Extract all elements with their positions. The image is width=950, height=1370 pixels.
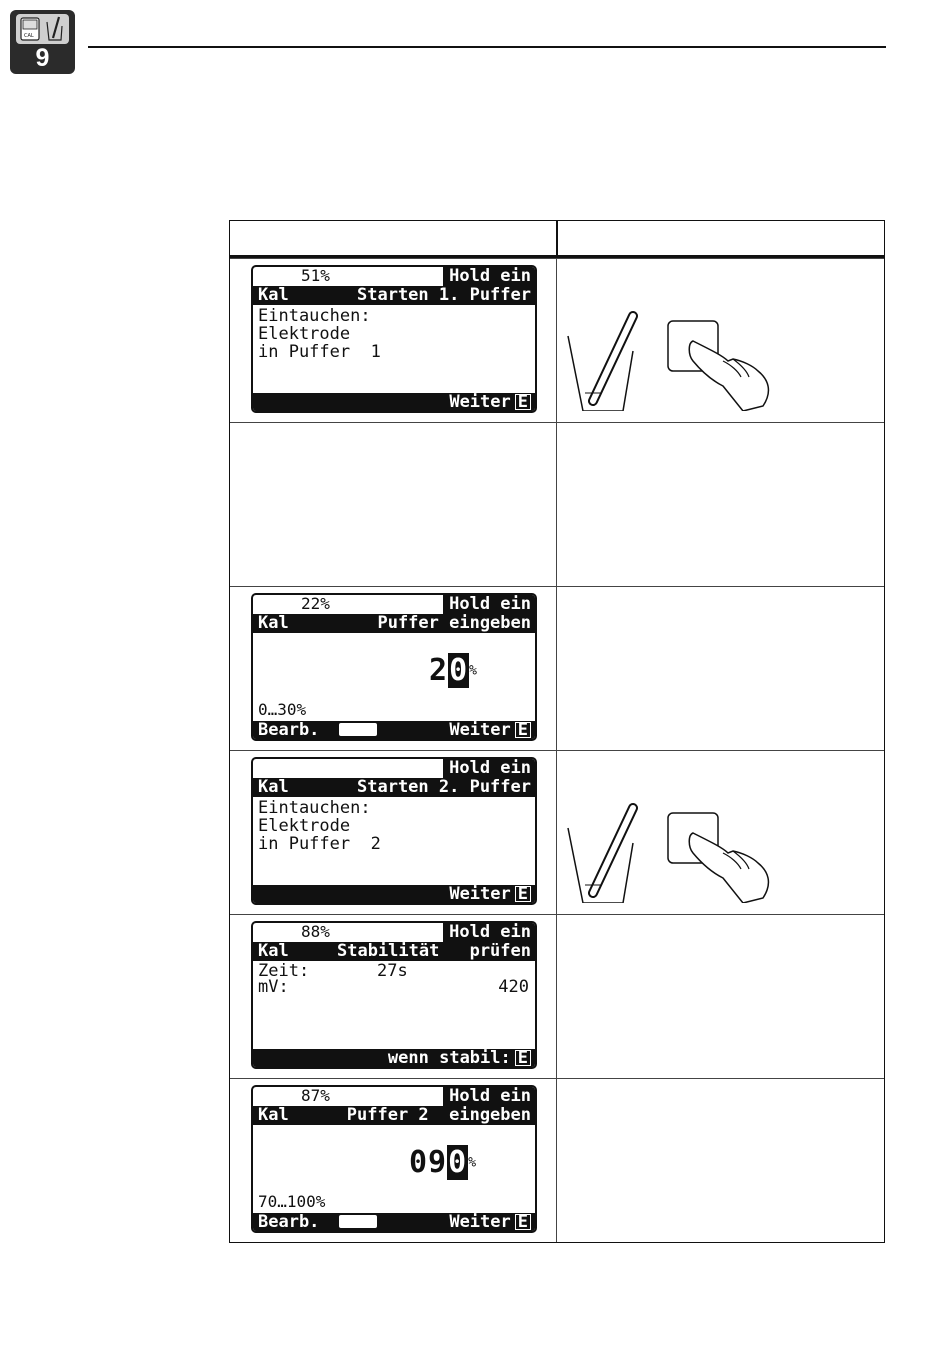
table-row xyxy=(230,422,884,586)
entry-range: 0…30% xyxy=(258,700,307,719)
table-row xyxy=(230,750,884,914)
probe-icon xyxy=(44,16,64,42)
hold-indicator: Hold ein xyxy=(443,759,535,778)
table-row xyxy=(230,586,884,750)
progress-percent: 22% xyxy=(301,594,330,613)
cal-icon-label: CAL xyxy=(24,33,34,39)
softkey-edit-label: Bearb. xyxy=(258,720,320,740)
chapter-number: 9 xyxy=(35,44,50,72)
beaker-keypress-illustration xyxy=(563,773,803,903)
hold-indicator: Hold ein xyxy=(443,923,535,942)
enter-key: E xyxy=(515,886,531,902)
beaker-icon xyxy=(568,316,633,411)
enter-key: E xyxy=(515,394,531,410)
header-rule xyxy=(88,46,886,48)
enter-key: E xyxy=(515,722,531,738)
softkey-next-label: Weiter xyxy=(449,720,511,740)
progress-percent: 51% xyxy=(301,266,330,285)
chapter-icons xyxy=(16,14,69,44)
entry-unit: % xyxy=(468,1155,478,1171)
lcd-title-bar xyxy=(253,942,535,961)
mode-label: Kal xyxy=(258,1105,289,1125)
time-label: Zeit: xyxy=(258,961,310,981)
keypress-hand-icon xyxy=(668,321,768,411)
entry-value-digits: 2 xyxy=(429,653,449,688)
lcd-display xyxy=(251,921,537,1069)
mode-label: Kal xyxy=(258,777,289,797)
step-title: Puffer 2 eingeben xyxy=(346,1105,531,1125)
mv-label: mV: xyxy=(258,977,289,997)
softkey-next-label: Weiter xyxy=(449,884,511,904)
lcd-message: Eintauchen: Elektrode in Puffer 1 xyxy=(258,306,381,362)
table-row xyxy=(230,1078,884,1242)
softkey-bar xyxy=(253,393,535,411)
mode-label: Kal xyxy=(258,941,289,961)
softkey-stable-label: wenn stabil: xyxy=(387,1048,511,1068)
mode-label: Kal xyxy=(258,285,289,305)
hold-indicator: Hold ein xyxy=(443,1087,535,1106)
hold-indicator: Hold ein xyxy=(443,595,535,614)
mv-value: 420 xyxy=(498,977,529,997)
entry-value-digits: 09 xyxy=(409,1145,448,1180)
entry-range: 70…100% xyxy=(258,1192,326,1211)
softkey-bar xyxy=(253,1049,535,1067)
enter-key: E xyxy=(515,1050,531,1066)
entry-value xyxy=(409,1147,477,1180)
softkey-next-label: Weiter xyxy=(449,1212,511,1232)
softkey-bar xyxy=(253,885,535,903)
entry-value xyxy=(429,655,478,688)
lcd-display xyxy=(251,757,537,905)
softkey-empty-slot xyxy=(339,1215,377,1228)
progress-percent: 87% xyxy=(301,1086,330,1105)
softkey-bar xyxy=(253,1213,535,1231)
mode-label: Kal xyxy=(258,613,289,633)
entry-cursor-digit[interactable]: 0 xyxy=(448,1145,468,1180)
lcd-display xyxy=(251,265,537,413)
step-title-suffix: prüfen xyxy=(469,941,531,961)
cal-icon xyxy=(20,17,40,41)
lcd-title-bar xyxy=(253,286,535,305)
step-title: Puffer eingeben xyxy=(377,613,531,633)
softkey-bar xyxy=(253,721,535,739)
keypress-hand-icon xyxy=(668,813,768,903)
hold-indicator: Hold ein xyxy=(443,267,535,286)
progress-percent: 88% xyxy=(301,922,330,941)
table-header xyxy=(230,221,884,258)
softkey-next-label: Weiter xyxy=(449,392,511,412)
lcd-title-bar xyxy=(253,614,535,633)
step-title: Starten 1. Puffer xyxy=(357,285,531,305)
chapter-badge xyxy=(10,10,75,74)
time-value: 27s xyxy=(377,961,408,981)
step-title: Starten 2. Puffer xyxy=(357,777,531,797)
softkey-empty-slot xyxy=(339,723,377,736)
entry-cursor-digit[interactable]: 0 xyxy=(449,653,469,688)
lcd-display xyxy=(251,593,537,741)
lcd-title-bar xyxy=(253,1106,535,1125)
procedure-table xyxy=(229,220,885,1243)
softkey-edit-label: Bearb. xyxy=(258,1212,320,1232)
entry-unit: % xyxy=(469,663,478,679)
lcd-message: Eintauchen: Elektrode in Puffer 2 xyxy=(258,798,381,854)
table-row xyxy=(230,258,884,422)
lcd-title-bar xyxy=(253,778,535,797)
beaker-keypress-illustration xyxy=(563,281,803,411)
table-row xyxy=(230,914,884,1078)
beaker-icon xyxy=(568,808,633,903)
enter-key: E xyxy=(515,1214,531,1230)
lcd-display xyxy=(251,1085,537,1233)
step-title: Stabilität xyxy=(337,941,440,961)
